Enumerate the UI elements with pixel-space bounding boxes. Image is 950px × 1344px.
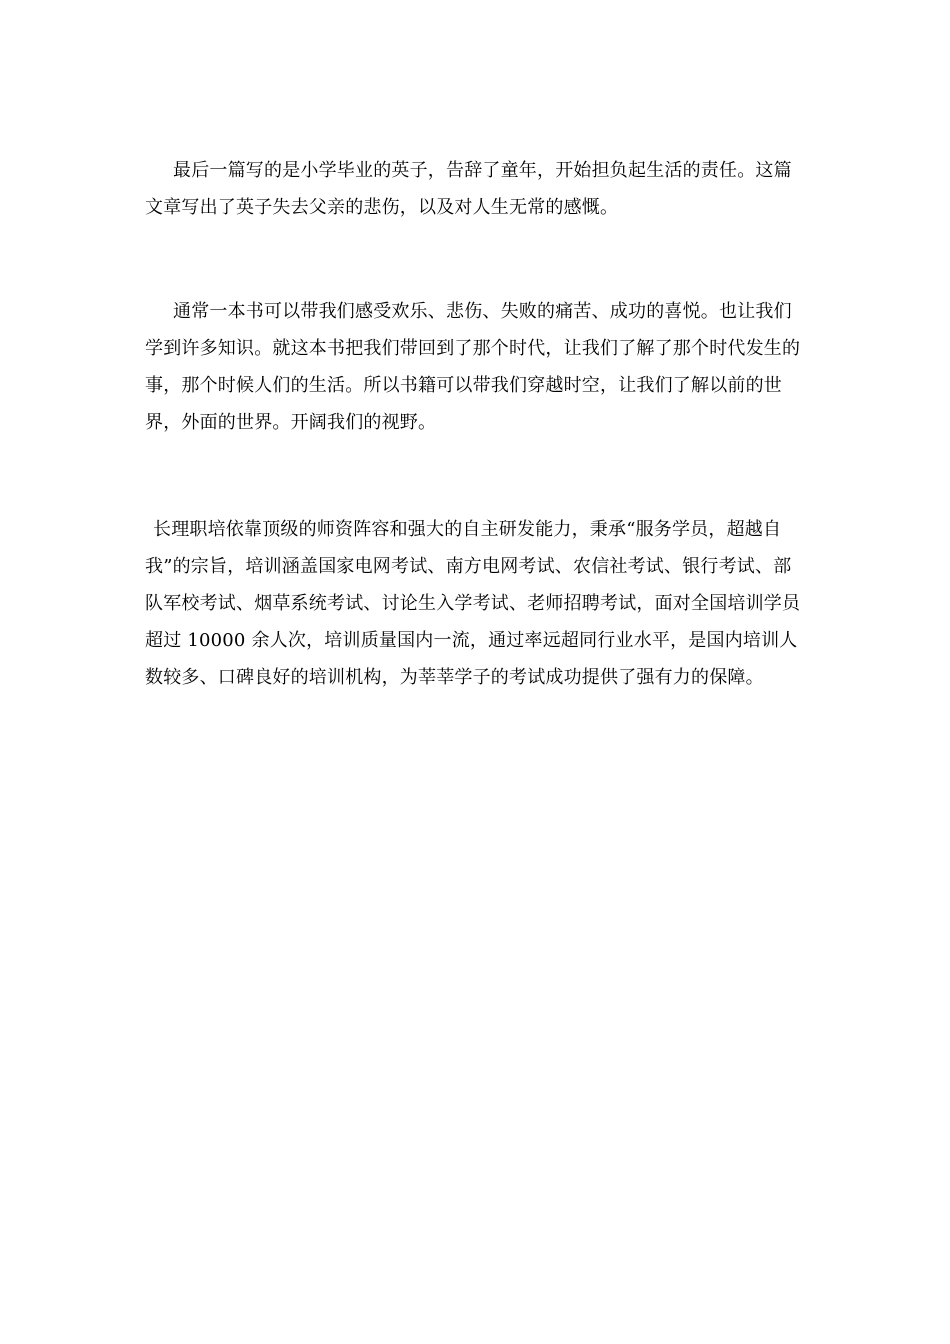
paragraph-2: 通常一本书可以带我们感受欢乐、悲伤、失败的痛苦、成功的喜悦。也让我们学到许多知识。就这本书把我们带回到了那个时代，让我们了解了那个时代发生的事，那个时候人们的生活。所以书籍可以带我们穿越时空，让我们了解以前的世界，外面的世界。开阔我们的视野。: [145, 301, 801, 433]
paragraph-3: 长理职培依靠顶级的师资阵容和强大的自主研发能力，秉承“服务学员，超越自我”的宗旨，培训涵盖国家电网考试、南方电网考试、农信社考试、银行考试、部队军校考试、烟草系统考试、讨论生入学考试、老师招聘考试，面对全国培训学员超过 10000 余人次，培训质量国内一流，通过率远超同行业水平，是国内培训人数较多、口碑良好的培训机构，为莘莘学子的考试成功提供了强有力的保障。: [145, 519, 801, 688]
paragraph-1: 最后一篇写的是小学毕业的英子，告辞了童年，开始担负起生活的责任。这篇文章写出了英子失去父亲的悲伤，以及对人生无常的感慨。: [145, 160, 792, 218]
